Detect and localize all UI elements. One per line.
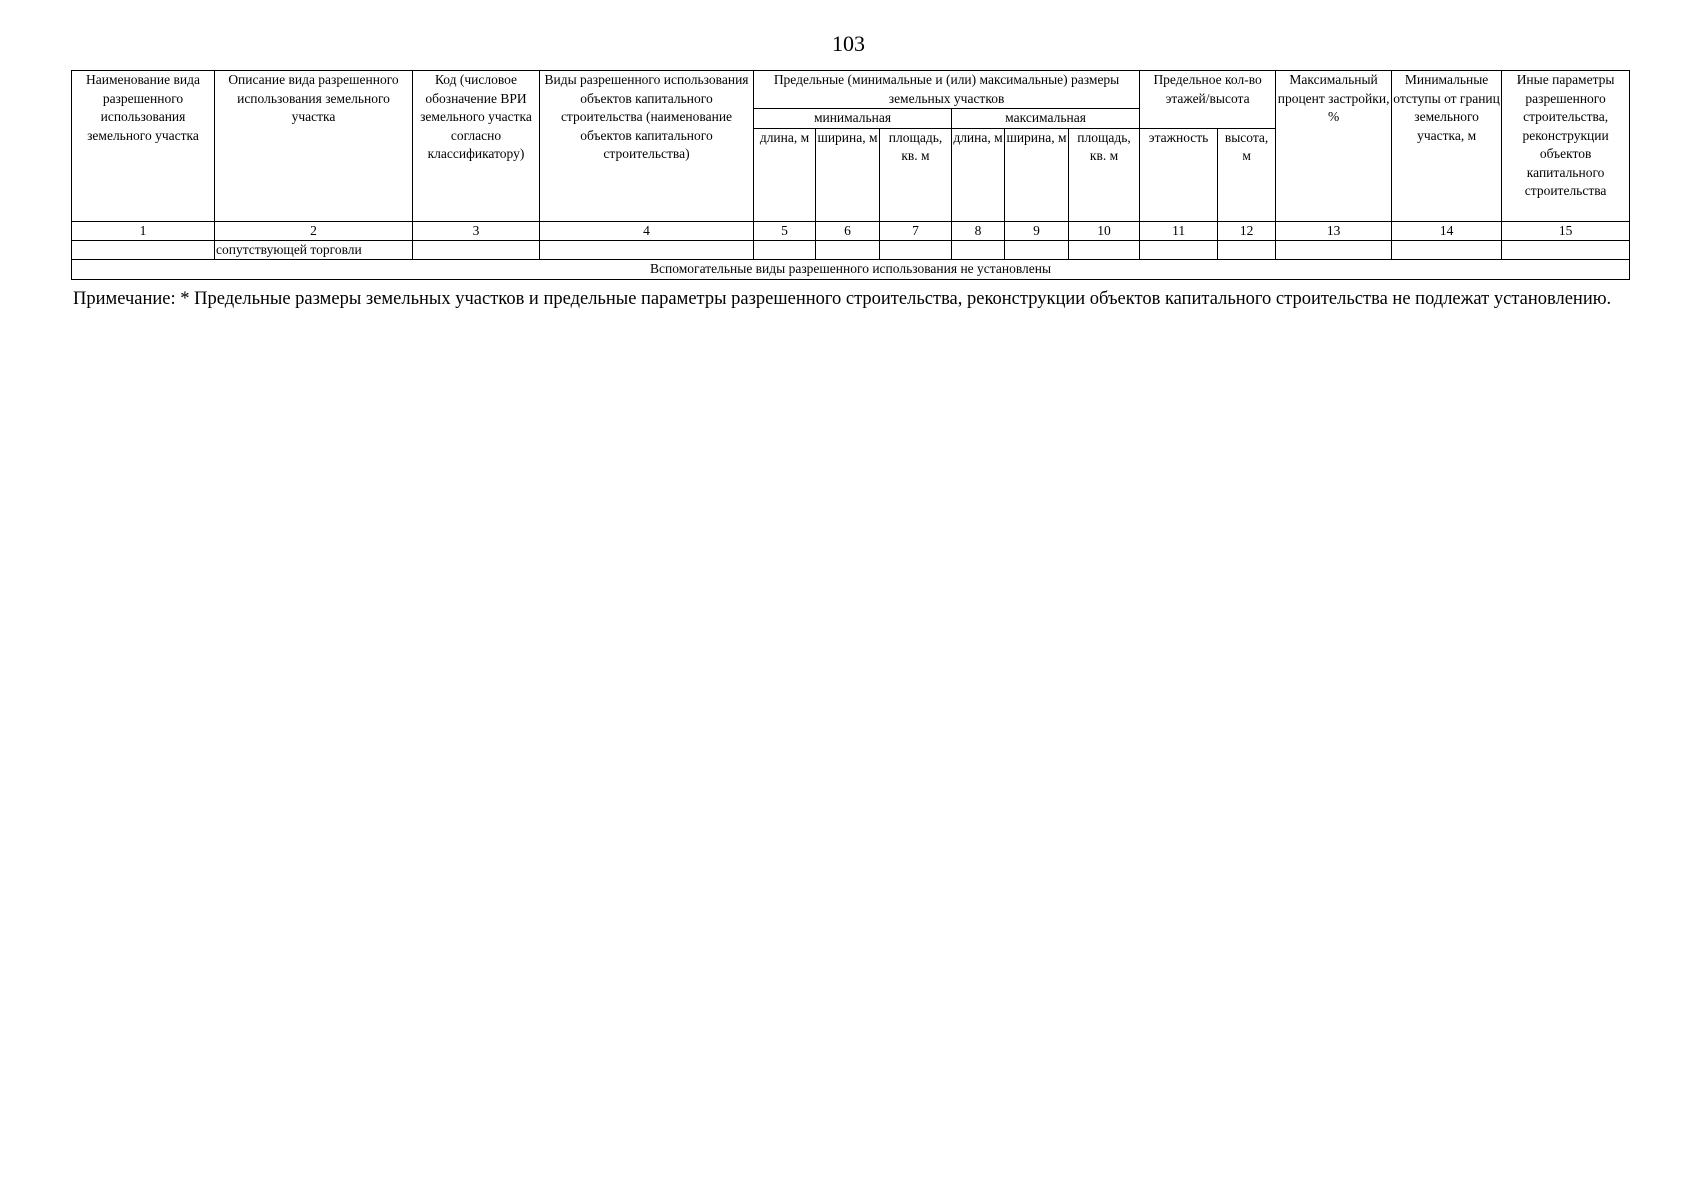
table-cell	[1276, 240, 1392, 260]
table-cell	[952, 240, 1005, 260]
table-cell	[413, 240, 540, 260]
page-number: 103	[832, 31, 865, 56]
header-floors-height: Предельное кол-во этажей/высота	[1140, 71, 1276, 129]
table-cell	[1005, 240, 1069, 260]
regulations-table	[71, 70, 1630, 280]
table-cell	[1140, 240, 1218, 260]
column-number: 12	[1218, 221, 1276, 240]
column-number: 11	[1140, 221, 1218, 240]
header-floors: этажность	[1140, 128, 1218, 221]
column-number: 14	[1392, 221, 1502, 240]
header-max-width: ширина, м	[1005, 128, 1069, 221]
column-number: 13	[1276, 221, 1392, 240]
table-cell	[1218, 240, 1276, 260]
table-cell	[540, 240, 754, 260]
table-cell	[72, 240, 215, 260]
table-cell	[754, 240, 816, 260]
header-maximum: максимальная	[952, 109, 1140, 129]
header-land-use-name: Наименование вида разрешенного использования земельного участка	[72, 71, 215, 222]
header-minimum: минимальная	[754, 109, 952, 129]
table-cell-description: сопутствующей торговли	[215, 240, 413, 260]
table-cell	[1069, 240, 1140, 260]
header-limit-sizes: Предельные (минимальные и (или) максимальные) размеры земельных участков	[754, 71, 1140, 109]
header-other-params: Иные параметры разрешенного строительства, реконструкции объектов капитального строительства	[1502, 71, 1630, 222]
header-row	[72, 71, 1630, 109]
column-number: 9	[1005, 221, 1069, 240]
column-number: 15	[1502, 221, 1630, 240]
footnote: Примечание: * Предельные размеры земельных участков и предельные параметры разрешенного строительства, реконструкции объектов капитального строительства не подлежат установлению.	[73, 289, 1612, 309]
column-number: 3	[413, 221, 540, 240]
header-code: Код (числовое обозначение ВРИ земельного участка согласно классификатору)	[413, 71, 540, 222]
header-min-setbacks: Минимальные отступы от границ земельного участка, м	[1392, 71, 1502, 222]
header-max-length: длина, м	[952, 128, 1005, 221]
table-cell	[1392, 240, 1502, 260]
header-min-length: длина, м	[754, 128, 816, 221]
column-number: 1	[72, 221, 215, 240]
column-numbers-row	[72, 221, 1630, 240]
table-cell	[816, 240, 880, 260]
header-max-coverage: Максимальный процент застройки, %	[1276, 71, 1392, 222]
header-min-area: площадь, кв. м	[880, 128, 952, 221]
auxiliary-uses-note: Вспомогательные виды разрешенного использования не установлены	[72, 260, 1630, 280]
column-number: 5	[754, 221, 816, 240]
column-number: 10	[1069, 221, 1140, 240]
column-number: 8	[952, 221, 1005, 240]
column-number: 7	[880, 221, 952, 240]
header-land-use-description: Описание вида разрешенного использования земельного участка	[215, 71, 413, 222]
table-cell	[1502, 240, 1630, 260]
column-number: 4	[540, 221, 754, 240]
table-cell	[880, 240, 952, 260]
header-max-area: площадь, кв. м	[1069, 128, 1140, 221]
header-min-width: ширина, м	[816, 128, 880, 221]
auxiliary-row	[72, 260, 1630, 280]
table-row	[72, 240, 1630, 260]
column-number: 2	[215, 221, 413, 240]
header-height: высота, м	[1218, 128, 1276, 221]
header-construction-use-types: Виды разрешенного использования объектов капитального строительства (наименование объектов капитального строительства)	[540, 71, 754, 222]
column-number: 6	[816, 221, 880, 240]
